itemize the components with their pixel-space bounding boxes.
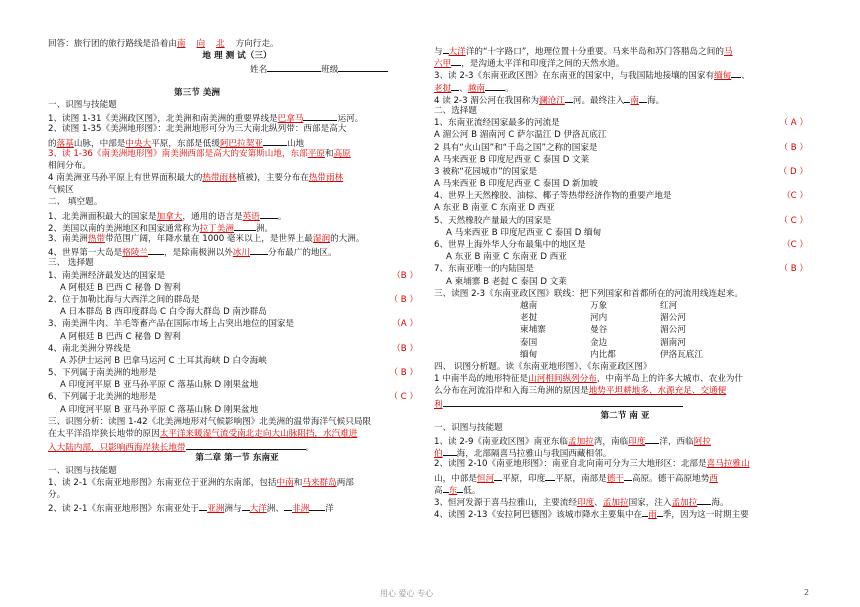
choice-3: 3、南美洲牛肉、羊毛等畜产品在国际市场上占突出地位的国家是 （A ）	[48, 319, 418, 330]
choice-5: 5、下列属于南美洲的地形是 （ B ）	[48, 368, 418, 379]
analysis-1: 三、识图分析：读图 1-42《北美洲地形对气候影响图》北美洲的温带海洋气候只局限	[48, 416, 372, 427]
intro-answer-line: 回答：旅行团的旅行路线是沿着由南 向 北 方向行走。	[48, 39, 279, 49]
r-choice-4-options: A 东亚 B 南亚 C 东南亚 D 西亚	[434, 203, 555, 214]
r-choice-1: 1、东南亚流经国家最多的河流是 （ A ）	[434, 118, 808, 129]
choice-1: 1、南美洲经济最发达的国家是 （B ）	[48, 270, 418, 281]
r-line-3: 3、读 2-3《东南亚政区图》在东南亚的国家中，与我国陆地接壤的国家有缅甸 、	[434, 68, 816, 80]
sea-question-1-cont: 分。	[48, 489, 66, 500]
question-4: 4 南美洲亚马孙平原上有世界面积最大的热带雨林植被)，主要分布在热带雨林	[48, 173, 344, 184]
choice-4-options: A 苏伊士运河 B 巴拿马运河 C 土耳其海峡 D 白令海峡	[60, 355, 267, 366]
left-column	[48, 38, 426, 513]
matching-table	[434, 300, 816, 361]
section-title-south-asia: 第二节 南 亚	[600, 410, 650, 421]
choice-6-options: A 印度河平原 B 亚马孙平原 C 落基山脉 D 刚果盆地	[60, 404, 259, 415]
sa-question-2: 2、读图 2-10《南亚地形图》：南亚自北向南可分为三大地形区：北部是喜马拉雅山	[434, 459, 750, 470]
r-choice-2-options: A 马来西亚 B 印度尼西亚 C 泰国 D 文莱	[434, 154, 590, 165]
sa-question-4: 4、读图 2-13《安拉阿巴德图》该城市降水主要集中在 雨 季，因为这一时期主要	[434, 507, 816, 519]
r-choice-6: 6、世界上海外华人分布最集中的地区是 （C ）	[434, 240, 808, 250]
fill-4: 4、世界第一大岛是格陵兰 ，是除南极洲以外冰川 分布最广的地区。	[48, 245, 426, 257]
table-row: 老挝 河内 湄公河	[520, 313, 686, 324]
heading-choice: 三、 选择题	[48, 258, 94, 269]
sa-question-1: 1、读 2-9《南亚政区图》南亚东临孟加拉湾，南临印度 洋，西临阿拉	[434, 434, 816, 446]
r-line-2: 六甲 ，是沟通太平洋和印度洋之间的天然水道。	[434, 56, 816, 68]
section-title-americas: 第三节 美洲	[174, 87, 220, 98]
heading-map-skills: 一、识图与技能题	[48, 99, 117, 110]
sa-question-2-cont: 山，中部是恒河 平原，印度 平原，南部是德干 高原。德干高原地势西	[434, 471, 816, 483]
r-line-5: 4 读 2-3 湄公河在我国称为澜沧江 河。最终注入 南 海。	[434, 93, 816, 105]
r-line-4: 老挝 、越南 。	[434, 81, 816, 93]
r-line-1: 与 大洋洋的“十字路口”，地理位置十分重要。马来半岛和苏门答腊岛之间的马	[434, 44, 816, 56]
r-heading-choice: 二、选择题	[434, 105, 477, 116]
r-choice-5: 5、天然橡胶产量最大的国家是 （ C ）	[434, 215, 808, 226]
r-heading-matching: 三、读图 2-3《东南亚政区图》联线：把下列国家和首都所在的河流用线连起来。	[434, 288, 743, 299]
choice-1-options: A 阿根廷 B 巴西 C 秘鲁 D 智利	[60, 282, 181, 293]
sa-question-1-cont: 伯 海，北部隔喜马拉雅山与我国西藏相邻。	[434, 446, 816, 458]
r-analysis-3: 利	[434, 397, 816, 409]
r-choice-1-options: A 湄公河 B 湄南河 C 萨尔温江 D 伊洛瓦底江	[434, 130, 607, 141]
table-row: 缅甸 内比都 伊洛瓦底江	[520, 349, 703, 360]
question-4-cont: 气候区	[48, 185, 74, 196]
chapter-title-southeast-asia: 第二章 第一节 东南亚	[195, 453, 279, 464]
question-1: 1、读图 1-31《美洲政区图》，北美洲和南美洲的重要界线是巴拿马 运河。	[48, 111, 426, 123]
choice-3-options: A 阿根廷 B 巴西 C 秘鲁 D 智利	[60, 331, 181, 342]
page-number: 2	[804, 588, 810, 597]
heading-fill-blanks: 二、 填空题。	[48, 197, 103, 208]
question-2-cont: 的落基山脉，中部是中央大平原，东部是低缓阿巴拉契亚 山地	[48, 136, 426, 148]
table-row: 泰国 金边 湄南河	[520, 337, 686, 348]
r-choice-6-options: A 东亚 B 南亚 C 东南亚 D 西亚	[446, 252, 567, 263]
table-row: 柬埔寨 曼谷 湄公河	[520, 325, 686, 336]
r-heading-map-skills: 一、识图与技能题	[434, 422, 503, 433]
r-choice-3-options: A 马来西亚 B 印度尼西亚 C 泰国 D 新加坡	[434, 179, 598, 190]
choice-5-options: A 印度河平原 B 亚马孙平原 C 落基山脉 D 刚果盆地	[60, 380, 259, 391]
right-column	[434, 44, 816, 519]
r-choice-7-options: A 柬埔寨 B 老挝 C 泰国 D 文莱	[446, 276, 567, 287]
heading-map-skills-2: 一、识图与技能题	[48, 465, 117, 476]
choice-4: 4、南北美洲分界线是 （B ）	[48, 343, 418, 354]
name-class-line: 姓名 班级	[48, 62, 426, 74]
sea-question-1: 1、读 2-1《东南亚地形图》东南亚位于亚洲的东南部，包括中南和马来群岛两部	[48, 477, 354, 488]
r-choice-3: 3 被称“花园城市”的国家是 （ D ）	[434, 166, 808, 177]
analysis-2: 在太平洋沿岸狭长地带的原因太平洋来暖湿气流受南北走向大山脉阻挡，水汽难进	[48, 429, 358, 439]
question-2: 2、读图 1-35《美洲地形图》：北美洲地形可分为三大南北纵列带：西部是高大	[48, 124, 347, 135]
r-analysis-2: 么分布在河流沿岸和入海三角洲的原因是地势平坦耕地多、水源充足、交通便	[434, 386, 727, 397]
test-title: 地 理 测 试（三）	[202, 51, 272, 62]
page-footer: 用心 爱心 专心	[380, 589, 434, 598]
r-choice-2: 2 具有“火山国”和“千岛之国”之称的国家是 （ B ）	[434, 142, 808, 153]
table-row: 越南 万象 红河	[520, 300, 678, 311]
sa-question-2-cont2: 高 东 低。	[434, 483, 816, 495]
choice-2-options: A 日本群岛 B 西印度群岛 C 白令海大群岛 D 南沙群岛	[60, 307, 267, 318]
sa-question-3: 3、恒河发源于喜马拉雅山，主要流经印度、孟加拉国家，注入孟加拉 海。	[434, 495, 816, 507]
choice-6: 6、下列属于北美洲的地形是 （ C ）	[48, 392, 418, 403]
fill-2: 2、美国以南的美洲地区和国家通常称为拉丁美洲 洲。	[48, 221, 426, 233]
fill-3: 3、南美洲热带带范围广阔，年降水量在 1000 毫米以上，是世界上最湿润的大洲。	[48, 234, 365, 244]
r-choice-4: 4、世界上天然橡胶、油棕、椰子等热带经济作物的重要产地是 （C ）	[434, 191, 808, 202]
choice-2: 2、位于加勒比海与大西洋之间的群岛是 （ B ）	[48, 294, 418, 305]
sea-question-2: 2、读 2-1《东南亚地形图》东南亚处于 亚洲洲与 大洋洲、 非洲 洋	[48, 501, 426, 513]
r-heading-analysis: 四、 识图分析题。读《东南亚地形图》、《东南亚政区图》	[434, 361, 652, 372]
analysis-3: 入大陆内部，只影响西海岸狭长地带 。	[48, 440, 426, 452]
r-choice-7: 7、东南亚唯一的内陆国是 （ B ）	[434, 264, 808, 275]
r-analysis-1: 1 中南半岛的地形特征是山河相间纵列分布，中南半岛上的许多大城市、农业为什	[434, 374, 744, 385]
r-choice-5-options: A 马来西亚 B 印度尼西亚 C 泰国 D 缅甸	[446, 227, 602, 238]
question-3: 3、读 1-36《南美洲地形图》南美洲西部是高大的安第斯山地，东部平原和高原	[48, 148, 351, 159]
question-3-cont: 相间分布。	[48, 160, 91, 171]
fill-1: 1、北美洲面积最大的国家是加拿大，通用的语言是英语 。	[48, 209, 426, 221]
